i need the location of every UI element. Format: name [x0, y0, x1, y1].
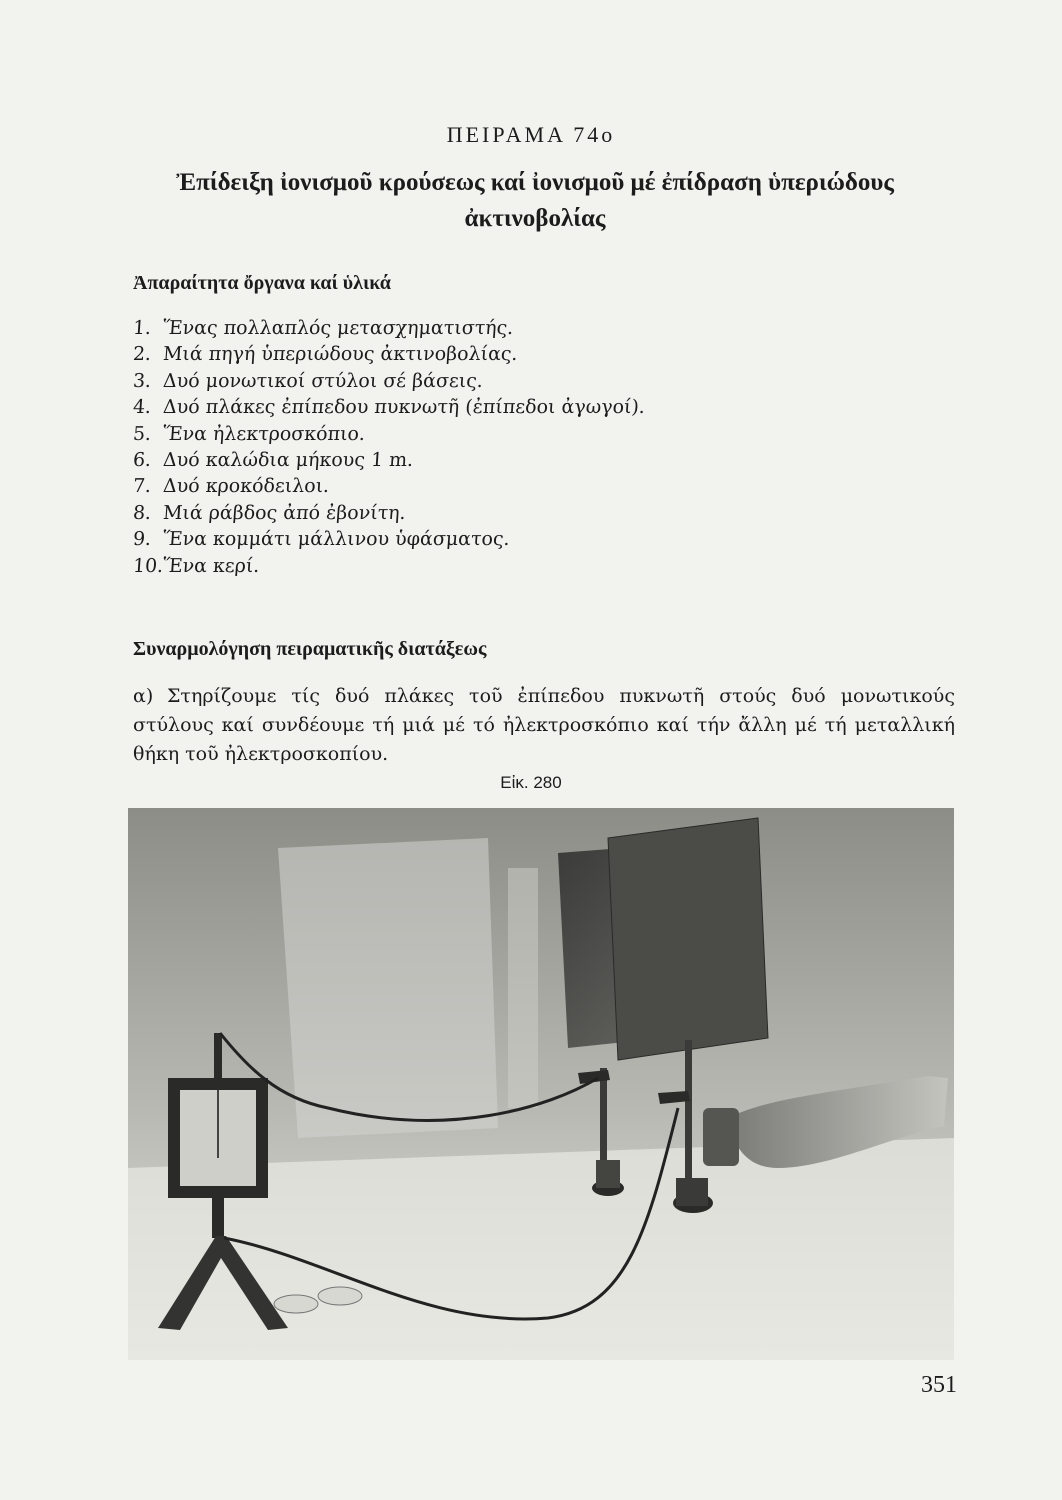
list-item: 3. Δυό μονωτικοί στύλοι σέ βάσεις.: [132, 369, 484, 392]
figure-caption: Εἰκ. 280: [500, 773, 562, 792]
title-line-2: ἀκτινοβολίας: [464, 205, 606, 232]
list-item: 4. Δυό πλάκες ἐπίπεδου πυκνωτῆ (ἐπίπεδοι ἀγωγοί).: [132, 396, 646, 419]
capacitor-plate: [608, 818, 768, 1060]
list-item: 1. Ἕνας πολλαπλός μετασχηματιστής.: [132, 317, 515, 339]
uv-source: [703, 1108, 739, 1166]
background-glass: [278, 838, 498, 1138]
electroscope-terminal: [214, 1033, 222, 1081]
post-base: [676, 1178, 708, 1206]
assembly-heading: Συναρμολόγηση πειραματικῆς διατάξεως: [133, 638, 487, 660]
list-item: 5. Ἕνα ἠλεκτροσκόπιο.: [132, 422, 366, 445]
step-label: α): [133, 685, 154, 707]
electroscope-stand: [212, 1198, 224, 1238]
list-item: 9. Ἕνα κομμάτι μάλλινου ὑφάσματος.: [132, 528, 511, 551]
page-title: [110, 165, 960, 237]
materials-heading: Ἀπαραίτητα ὄργανα καί ὑλικά: [133, 272, 391, 294]
assembly-step: [133, 682, 955, 769]
list-item: 7. Δυό κροκόδειλοι.: [132, 475, 331, 498]
metal-disc: [274, 1295, 318, 1313]
metal-disc: [318, 1287, 362, 1305]
title-line-1: Ἐπίδειξη ἰονισμοῦ κρούσεως καί ἰονισμοῦ μέ ἐπίδραση ὑπεριώδους: [176, 169, 894, 196]
list-item: 6. Δυό καλώδια μήκους 1 m.: [132, 449, 415, 472]
background-panel: [508, 868, 538, 1108]
experiment-number: ΠΕΙΡΑΜΑ 74ο: [446, 122, 616, 147]
list-item: 8. Μιά ράβδος ἀπό ἐβονίτη.: [132, 501, 407, 524]
apparatus-photo: [128, 808, 954, 1360]
list-item: 2. Μιά πηγή ὑπεριώδους ἀκτινοβολίας.: [132, 343, 519, 366]
post-base: [596, 1160, 620, 1188]
list-item: 10.Ἕνα κερί.: [132, 554, 261, 577]
materials-list: [133, 315, 645, 579]
insulating-post: [685, 1040, 692, 1180]
step-text: Στηρίζουμε τίς δυό πλάκες τοῦ ἐπίπεδου πυκνωτῆ στούς δυό μονωτικούς στύλους καί συνδέουμε τή μιά μέ τό ἠλεκτροσκόπιο καί τήν ἄλλη μέ τή μεταλλική θήκη τοῦ ἠλεκτροσκοπίου.: [133, 685, 955, 765]
page-number: 351: [921, 1372, 957, 1398]
